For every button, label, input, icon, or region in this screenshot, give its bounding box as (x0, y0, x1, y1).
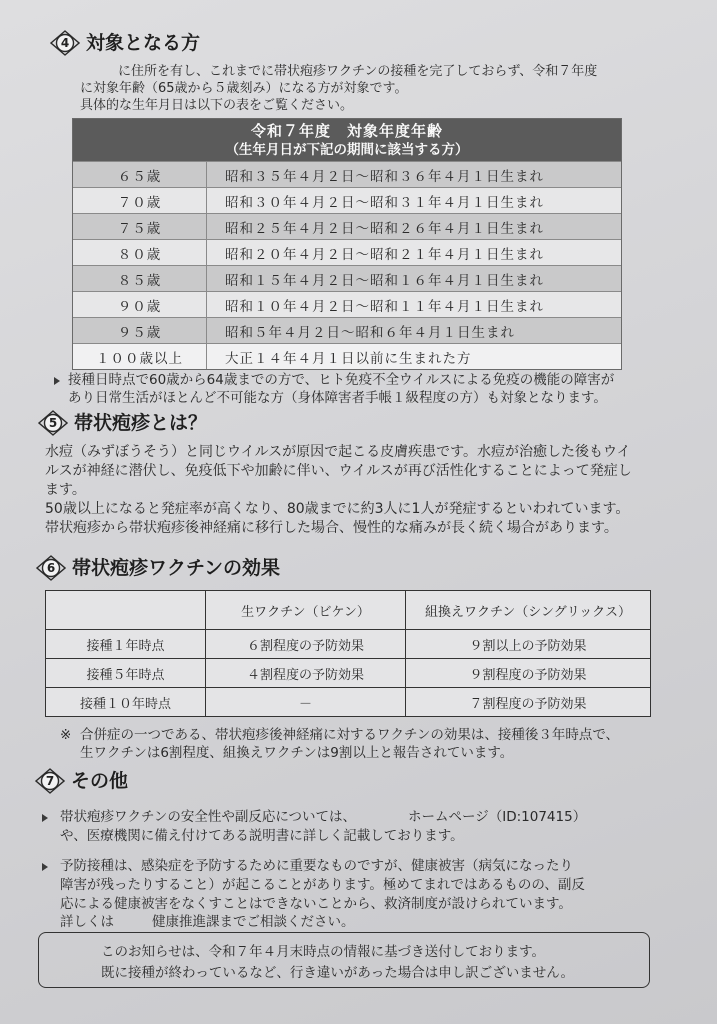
bullet-line: 帯状疱疹ワクチンの安全性や副反応については、 (60, 809, 357, 825)
timepoint-cell: 接種１年時点 (46, 630, 206, 659)
section-4-heading (50, 30, 450, 56)
birthdate-range-cell: 昭和１５年４月２日～昭和１６年４月１日生まれ (225, 272, 544, 289)
birthdate-range-cell: 昭和１０年４月２日～昭和１１年４月１日生まれ (225, 298, 544, 315)
header-live-vaccine: 生ワクチン（ビケン） (206, 591, 406, 630)
birthdate-range-cell: 昭和５年４月２日～昭和６年４月１日生まれ (225, 324, 515, 341)
section-6-heading (36, 555, 436, 581)
target-age-table (72, 118, 622, 370)
bullet-line: 詳しくは (60, 914, 114, 930)
live-vaccine-cell: － (206, 688, 406, 717)
table-row (46, 659, 651, 688)
age-cell: ７０歳 (73, 188, 207, 213)
table-row (46, 688, 651, 717)
birthdate-range-cell: 昭和２０年４月２日～昭和２１年４月１日生まれ (225, 246, 544, 263)
bullet-line: や、医療機関に備え付けてある説明書に詳しく記載しております。 (60, 828, 464, 844)
header-empty-cell (46, 591, 206, 630)
live-vaccine-cell: ６割程度の予防効果 (206, 630, 406, 659)
body-line: 水痘（みずぼうそう）と同じウイルスが原因で起こる皮膚疾患です。水痘が治癒した後もウイ (45, 444, 631, 460)
age-cell: １００歳以上 (73, 344, 207, 369)
table-row (73, 161, 621, 187)
section-number: 6 (46, 561, 56, 575)
age-cell: ８０歳 (73, 240, 207, 265)
section-title: 対象となる方 (86, 32, 201, 54)
header-recombinant-vaccine: 組換えワクチン（シングリックス） (406, 591, 651, 630)
homepage-reference: ホームページ（ID:107415） (408, 809, 587, 825)
table-row (73, 343, 621, 369)
notice-box (38, 932, 650, 988)
note-line: 合併症の一つである、帯状疱疹後神経痛に対するワクチンの効果は、接種後３年時点で、 (80, 727, 620, 743)
note-line: あり日常生活がほとんど不可能な方（身体障害者手帳１級程度の方）も対象となります。 (68, 390, 607, 406)
table-row (73, 187, 621, 213)
table-row (73, 213, 621, 239)
section-7-badge (35, 768, 65, 794)
table-row (73, 239, 621, 265)
birthdate-range-cell: 昭和３５年４月２日～昭和３６年４月１日生まれ (225, 168, 544, 185)
body-line: 帯状疱疹から帯状疱疹後神経痛に移行した場合、慢性的な痛みが長く続く場合があります。 (45, 520, 618, 536)
birthdate-range-cell: 昭和２５年４月２日～昭和２６年４月１日生まれ (225, 220, 544, 237)
table-row (73, 291, 621, 317)
intro-line: 具体的な生年月日は以下の表をご覧ください。 (80, 98, 354, 113)
age-cell: ７５歳 (73, 214, 207, 239)
body-line: ます。 (45, 482, 86, 498)
live-vaccine-cell: ４割程度の予防効果 (206, 659, 406, 688)
recombinant-vaccine-cell: ７割程度の予防効果 (406, 688, 651, 717)
age-cell: ９５歳 (73, 318, 207, 343)
bullet-triangle-icon (42, 814, 48, 822)
bullet-line: 応による健康被害をなくすことはできないことから、救済制度が設けられています。 (60, 896, 572, 912)
note-line: 接種日時点で60歳から64歳までの方で、ヒト免疫不全ウイルスによる免疫の機能の障害が (68, 372, 615, 388)
table-header (73, 119, 621, 161)
note-mark: ※ (60, 727, 72, 743)
table-header-row (46, 591, 651, 630)
table-title: 令和７年度 対象年度年齢 (250, 121, 443, 140)
bullet-line: 障害が残ったりすること）が起こることがあります。極めてまれではあるものの、副反 (60, 877, 585, 893)
table-row (46, 630, 651, 659)
section-6-badge (36, 555, 66, 581)
table-subtitle: （生年月日が下記の期間に該当する方） (225, 141, 469, 158)
notice-line: 既に接種が終わっているなど、行き違いがあった場合は申し訳ございません。 (101, 965, 575, 981)
section-number: 4 (60, 36, 70, 50)
note-line: 生ワクチンは6割程度、組換えワクチンは9割以上と報告されています。 (80, 745, 514, 761)
birthdate-range-cell: 大正１４年４月１日以前に生まれた方 (225, 350, 472, 367)
bullet-line: 予防接種は、感染症を予防するために重要なものですが、健康被害（病気になったり (60, 858, 573, 874)
body-line: 50歳以上になると発症率が高くなり、80歳までに約3人に1人が発症するといわれています。 (45, 501, 630, 517)
section-title: その他 (71, 770, 129, 792)
section-number: 7 (45, 774, 55, 788)
section-7-heading (35, 768, 435, 794)
section-title: 帯状疱疹ワクチンの効果 (72, 557, 281, 579)
intro-line: に住所を有し、これまでに帯状疱疹ワクチンの接種を完了しておらず、令和７年度 (118, 64, 598, 79)
timepoint-cell: 接種５年時点 (46, 659, 206, 688)
table-body (73, 161, 621, 369)
age-cell: ９０歳 (73, 292, 207, 317)
bullet-triangle-icon (42, 863, 48, 871)
vaccine-efficacy-table (45, 590, 651, 717)
age-cell: ８５歳 (73, 266, 207, 291)
contact-department: 健康推進課までご相談ください。 (152, 914, 355, 930)
body-line: ルスが神経に潜伏し、免疫低下や加齢に伴い、ウイルスが再び活性化することによって発症し (45, 463, 632, 479)
table-row (73, 265, 621, 291)
timepoint-cell: 接種１０年時点 (46, 688, 206, 717)
section-5-heading (38, 410, 438, 436)
age-cell: ６５歳 (73, 162, 207, 187)
recombinant-vaccine-cell: ９割程度の予防効果 (406, 659, 651, 688)
intro-line: に対象年齢（65歳から５歳刻み）になる方が対象です。 (80, 81, 408, 96)
birthdate-range-cell: 昭和３０年４月２日～昭和３１年４月１日生まれ (225, 194, 544, 211)
bullet-triangle-icon (54, 377, 60, 385)
section-number: 5 (48, 416, 58, 430)
section-5-badge (38, 410, 68, 436)
notice-line: このお知らせは、令和７年４月末時点の情報に基づき送付しております。 (101, 944, 546, 960)
section-title: 帯状疱疹とは？ (74, 412, 208, 434)
section-4-badge (50, 30, 80, 56)
recombinant-vaccine-cell: ９割以上の予防効果 (406, 630, 651, 659)
table-row (73, 317, 621, 343)
